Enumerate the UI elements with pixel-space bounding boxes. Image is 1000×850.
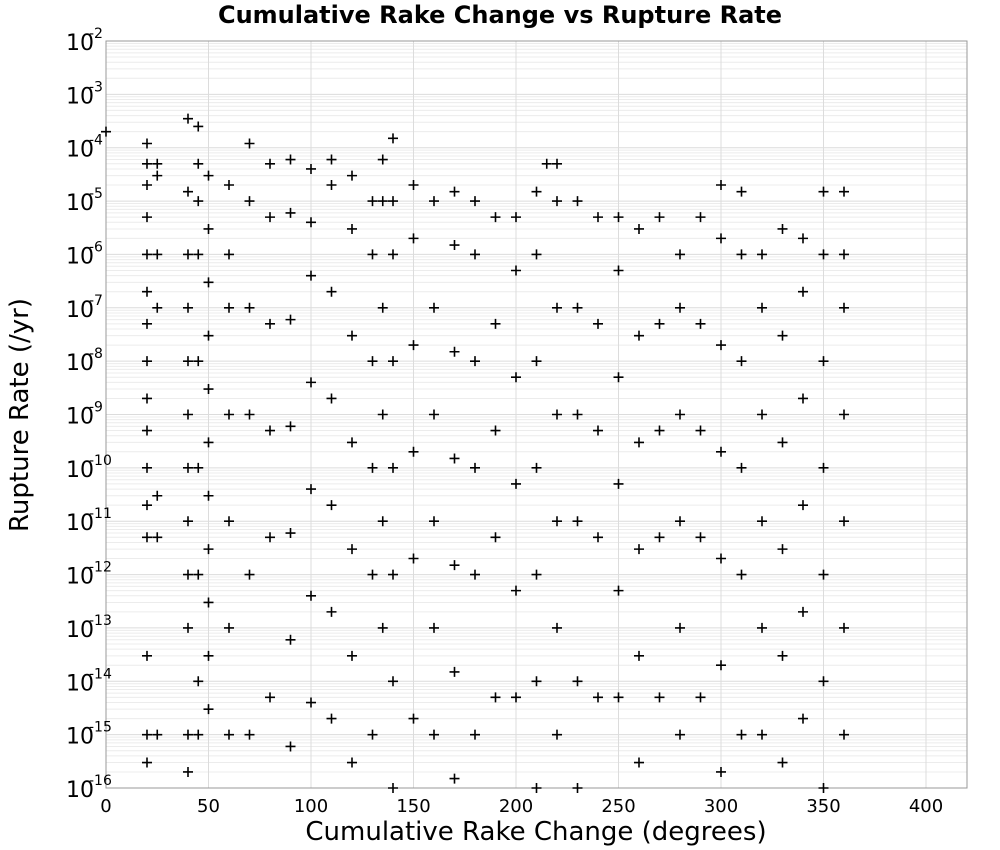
x-tick-label: 150 bbox=[396, 796, 431, 817]
y-tick-exponent: -2 bbox=[89, 26, 103, 42]
y-tick-exponent: -12 bbox=[89, 559, 112, 576]
x-tick-label: 50 bbox=[197, 796, 220, 817]
y-tick-label: 10 bbox=[66, 671, 94, 697]
y-tick-label: 10 bbox=[66, 564, 94, 590]
chart-title: Cumulative Rake Change vs Rupture Rate bbox=[217, 1, 783, 29]
y-tick-exponent: -9 bbox=[89, 399, 103, 416]
x-tick-label: 200 bbox=[498, 796, 534, 817]
y-tick-exponent: -10 bbox=[89, 452, 112, 469]
y-tick-exponent: -13 bbox=[89, 612, 112, 629]
y-tick-exponent: -6 bbox=[89, 239, 103, 256]
y-tick-exponent: -11 bbox=[89, 506, 112, 523]
y-tick-label: 10 bbox=[66, 724, 94, 750]
y-tick-label: 10 bbox=[66, 404, 94, 430]
x-tick-label: 350 bbox=[806, 796, 841, 817]
x-tick-label: 0 bbox=[100, 796, 112, 817]
y-tick-exponent: -8 bbox=[89, 346, 103, 363]
y-tick-label: 10 bbox=[66, 297, 94, 323]
y-tick-label: 10 bbox=[66, 191, 94, 217]
y-tick-label: 10 bbox=[66, 244, 94, 270]
y-tick-label: 10 bbox=[66, 778, 94, 803]
y-tick-exponent: -3 bbox=[89, 79, 103, 96]
x-tick-label: 400 bbox=[908, 796, 944, 817]
y-tick-label: 10 bbox=[66, 351, 94, 377]
y-tick-exponent: -4 bbox=[89, 132, 103, 149]
y-tick-exponent: -14 bbox=[89, 666, 112, 683]
y-tick-label: 10 bbox=[66, 84, 94, 110]
y-tick-label: 10 bbox=[66, 137, 94, 163]
y-tick-exponent: -16 bbox=[89, 773, 112, 789]
y-tick-label: 10 bbox=[66, 457, 94, 483]
y-tick-exponent: -5 bbox=[89, 186, 103, 203]
x-axis-label: Cumulative Rake Change (degrees) bbox=[305, 817, 767, 847]
x-tick-label: 100 bbox=[293, 796, 329, 817]
y-tick-label: 10 bbox=[66, 511, 94, 537]
y-tick-label: 10 bbox=[66, 31, 94, 56]
y-tick-exponent: -7 bbox=[89, 292, 103, 309]
x-tick-label: 300 bbox=[703, 796, 739, 817]
y-tick-label: 10 bbox=[66, 617, 94, 643]
y-axis-label: Rupture Rate (/yr) bbox=[5, 298, 35, 532]
y-tick-exponent: -15 bbox=[89, 719, 112, 736]
x-tick-label: 250 bbox=[601, 796, 636, 817]
